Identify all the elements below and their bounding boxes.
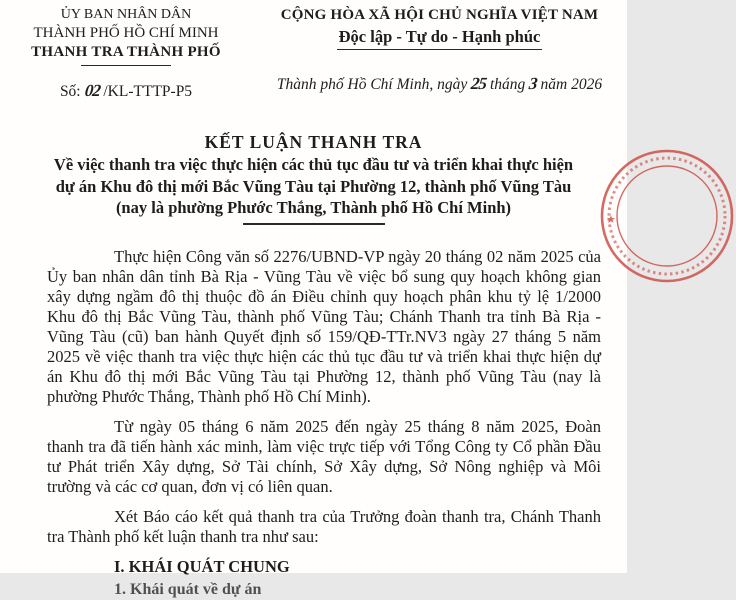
cutoff-partial-line: 1. Khái quát về dự án: [114, 580, 262, 598]
issuing-authority-block: [0, 5, 252, 101]
national-motto-block: [252, 5, 627, 101]
section-heading-1: I. KHÁI QUÁT CHUNG: [114, 556, 290, 576]
document-header: [0, 0, 627, 101]
date-prefix: Thành phố Hồ Chí Minh, ngày: [276, 76, 468, 93]
document-number-label: Số:: [59, 83, 81, 100]
authority-underline: [81, 65, 171, 66]
document-title-block: [0, 131, 627, 225]
national-title: CỘNG HÒA XÃ HỘI CHỦ NGHĨA VIỆT NAM: [280, 7, 599, 23]
document-subtitle-line2: dự án Khu đô thị mới Bắc Vũng Tàu tại Phường 12, thành phố Vũng Tàu: [55, 176, 572, 196]
paragraph-1: Thực hiện Công văn số 2276/UBND-VP ngày 20 tháng 02 năm 2025 của Ủy ban nhân dân tỉnh Bà Rịa - Vũng Tàu về việc bổ sung quy hoạch không gian xây dựng ngầm đô thị thuộc đồ án Điều chỉnh quy hoạch phân khu tỷ lệ 1/2000 Khu đô thị Bắc Vũng Tàu, thành phố Vũng Tàu; Chánh Thanh tra tỉnh Bà Rịa - Vũng Tàu (cũ) ban hành Quyết định số 159/QĐ-TTr.NV3 ngày 27 tháng 5 năm 2025 về việc thanh tra việc thực hiện các thủ tục đầu tư và triển khai thực hiện dự án Khu đô thị mới Bắc Vũng Tàu tại Phường 12, thành phố Vũng Tàu (nay là phường Phước Thắng, Thành phố Hồ Chí Minh).: [47, 246, 601, 406]
title-underline: [243, 223, 385, 225]
document-subtitle-line3: (nay là phường Phước Thắng, Thành phố Hồ Chí Minh): [115, 198, 512, 217]
authority-city: THÀNH PHỐ HỒ CHÍ MINH: [33, 25, 219, 41]
document-number-line: [0, 81, 252, 101]
document-number-suffix: /KL-TTTP-P5: [103, 83, 193, 100]
date-mid: tháng: [489, 76, 526, 93]
document-subtitle-line1: Về việc thanh tra việc thực hiện các thủ tục đầu tư và triển khai thực hiện: [53, 155, 574, 174]
date-month-handwritten: 3: [528, 74, 538, 93]
date-line: [252, 74, 627, 95]
national-motto: Độc lập - Tự do - Hạnh phúc: [337, 27, 543, 50]
paragraph-2: Từ ngày 05 tháng 6 năm 2025 đến ngày 25 tháng 8 năm 2025, Đoàn thanh tra đã tiến hành xác minh, làm việc trực tiếp với Tổng Công ty Cổ phần Đầu tư Phát triển Xây dựng, Sở Tài chính, Sở Xây dựng, Sở Nông nghiệp và Môi trường và các cơ quan, đơn vị có liên quan.: [47, 416, 601, 496]
paragraph-3: Xét Báo cáo kết quả thanh tra của Trưởng đoàn thanh tra, Chánh Thanh tra Thành phố kết luận thanh tra như sau:: [47, 506, 601, 546]
authority-agency: THANH TRA THÀNH PHỐ: [31, 44, 221, 60]
date-day-handwritten: 25: [470, 74, 488, 93]
seal-star-icon: ★: [606, 214, 616, 226]
date-suffix: năm 2026: [540, 76, 603, 93]
document-title: KẾT LUẬN THANH TRA: [204, 132, 423, 152]
authority-parent: ỦY BAN NHÂN DÂN: [60, 7, 192, 22]
document-body: [47, 246, 601, 598]
document-number-handwritten: 02: [83, 81, 101, 100]
